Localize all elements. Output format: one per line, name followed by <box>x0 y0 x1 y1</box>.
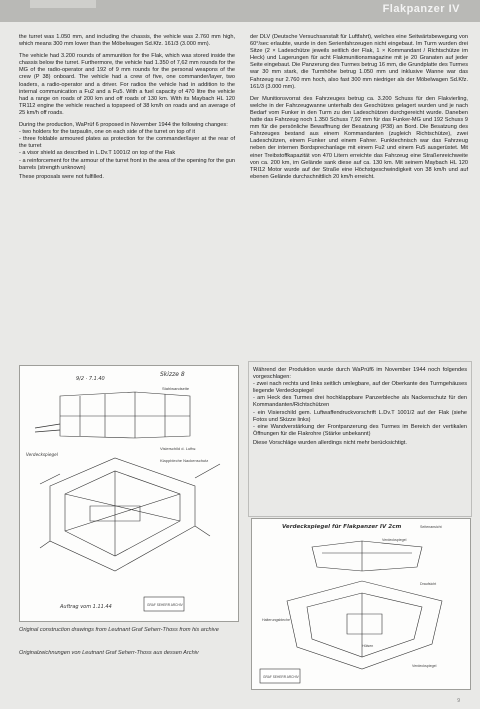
page-header <box>0 0 480 22</box>
turret-top-view <box>40 458 220 571</box>
archive-stamp-right: GRAF SEHERR ARCHIV <box>263 675 299 679</box>
note-shield: Visierschild d. Luftw. <box>160 446 197 451</box>
right-paragraph-1: der DLV (Deutsche Versuchsanstalt für Luftfahrt), welches eine Seitwärtsbewegung von 60°/sec erlaubte, wurde in den Serienfahrzeugen nicht eingebaut. Im Turm wurden drei Sitze (2 × Ladeschütze jeweils seitlich der Flak, 1 × Kommandant / Richtschütze im Heck) und Lagerungen für acht Flakmunitionsmagazine mit je 20 Granaten auf jeder Seite eingebaut. Die Panzerung des Turmes betrug 16 mm, die Grundplatte des Turmes war 30 mm stark, die Turmhöhe betrug 1.050 mm und inklusive Wanne war das Fahrzeug nur 2.760 mm hoch, also fast 300 mm niedriger als der Möbelwagen Sd.Kfz. 161/3 (3.000 mm). <box>250 34 468 90</box>
archive-stamp: GRAF SEHERR ARCHIV <box>147 603 183 607</box>
drawing-ref-label: 9/2 · 7.1.40 <box>76 376 105 382</box>
list-item: - a visor shield as described in L.Dv.T 1001/2 on top of the Flak <box>19 150 176 157</box>
note-bottom: Auftrag vom 1.11.44 <box>60 604 112 610</box>
left-paragraph-1: the turret was 1.050 mm, and including the chassis, the vehicle was 2.760 mm high, which means 300 mm lower than the Möbelwagen Sd.Kfz. 161/3 (3.000 mm). <box>19 34 235 48</box>
note-top-right: Seitenansicht <box>420 525 442 529</box>
list-item: - two holders for the tarpaulin, one on each side of the turret on top of it <box>19 129 195 136</box>
note-mirror: Verdeckspiegel <box>26 452 58 457</box>
note-top: Stahlwandseite <box>162 386 190 391</box>
note-left: Halterungsbleche <box>262 618 290 622</box>
caption-german: Originalzeichnungen von Leutnant Graf Seherr-Thoss aus dessen Archiv <box>19 650 199 656</box>
right-closing-line: Diese Vorschläge wurden allerdings nicht mehr berücksichtigt. <box>253 439 407 446</box>
right-text-column <box>250 34 468 190</box>
list-item: - am Heck des Turmes drei hochklappbare Panzerbleche als Nackenschutz für den Kommandanten/Richtschützen <box>253 395 467 409</box>
list-item: - ein Visierschild gem. Luftwaffendruckvorschrift L.Dv.T 1001/2 auf der Flak (siehe Fotos und Skizze links) <box>253 409 467 423</box>
right-paragraph-2: Der Munitionsvorrat des Fahrzeuges betrug ca. 3.200 Schuss für den Flakvierling, welche in der Fahrzeugwanne unterhalb des Geschützes gelagert wurden und je nach Bedarf vom Funker in den Turm zu den Ladeschützen durchgereicht wurde. Daneben hatte das Fahrzeug noch 1.350 Schuss 7,92 mm für das Funker-MG und 192 Schuss 9 mm für die persönliche Bewaffnung der Besatzung (P38) an Bord. Die Besatzung des Fahrzeuges bestand aus einem Kommandanten (zugleich Richtschütze), zwei Ladeschützen, einem Funker und einem Fahrer. Funktechnisch war das Fahrzeug neben der internen Bordsprechanlage mit einem Fu2 und einem Fu5 ausgerüstet. Mit einer Treibstoffkapazität von 470 Litern erreichte das Fahrzeug eine Straßenreichweite von ca. 200 km, im Gelände sank diese auf ca. 130 km. Mit seinem Maybach HL 120 TRI12 Motor wurde auf der Straße eine Höchstgeschwindigkeit von 38 km/h und auf ebenen Gelände durchschnittlich 20 km/h erreicht. <box>250 95 468 180</box>
list-item: - zwei nach rechts und links seitlich umlegbare, auf der Oberkante des Turmgehäuses liegende Verdeckspiegel <box>253 381 467 395</box>
left-text-column <box>19 34 235 181</box>
turret-side-view <box>35 392 190 438</box>
mirror-drawing-title: Verdeckspiegel für Flakpanzer IV 2cm <box>282 524 402 530</box>
page-number: 9 <box>457 698 460 704</box>
note-profile: Verdeckspiegel <box>382 538 407 542</box>
note-side: Draufsicht <box>420 582 437 586</box>
left-closing-line: These proposals were not fulfilled. <box>19 173 104 180</box>
left-paragraph-3: During the production, WaPrüf 6 proposed in November 1944 the following changes: <box>19 122 228 129</box>
note-center: Hülsen <box>362 644 374 648</box>
right-proposals-text <box>253 367 467 447</box>
mirror-drawing-svg <box>252 519 470 689</box>
note-bottom-right: Verdeckspiegel <box>412 664 437 668</box>
mirror-side-view <box>312 541 422 571</box>
list-item: - a reinforcement for the armour of the turret front in the area of the opening for the gun barrels (strength unknown) <box>19 157 235 171</box>
list-item: - eine Wandverstärkung der Frontpanzerung des Turmes im Bereich der vertikalen Öffnungen für die Flakrohre (Stärke unbekannt) <box>253 423 467 437</box>
sketch-label: Skizze 8 <box>160 371 185 378</box>
caption-english: Original construction drawings from Leutnant Graf Seherr-Thoss from his archive <box>19 627 219 633</box>
construction-drawing-mirror <box>251 518 471 690</box>
left-paragraph-2: The vehicle had 3.200 rounds of ammunition for the Flak, which was stored inside the chassis below the turret. Furthermore, the vehicle had 1.350 of 7,62 mm rounds for the MG of the radio-operator and 192 of 9 mm rounds for the personal weapons of the crew (P 38) onboard. The vehicle had a crew of five, one commander/layer, two loaders, a radio-operator and a driver. For radios the vehicle had in addition to the internal communication a Fu2 and a Fu5. With a fuel capacity of 470 litre the vehicle had a range on roads of 200 km and off roads of 130 km. With its Maybach HL 120 TR112 engine the vehicle reached a topspeed of 38 km/h on roads and an average of 25 km/h off roads. <box>19 53 235 116</box>
list-item: - three foldable armoured plates as protection for the commander/layer at the rear of the turret <box>19 136 235 150</box>
construction-drawing-turret <box>19 365 239 622</box>
mirror-top-view <box>287 581 442 669</box>
turret-drawing-svg <box>20 366 238 621</box>
right-paragraph-3: Während der Produktion wurde durch WaPrüf6 im November 1944 noch folgendes vorgeschlagen: <box>253 367 467 381</box>
note-plates: Klappbleche Nackenschutz <box>160 458 209 463</box>
page-header-title: Flakpanzer IV <box>382 3 460 15</box>
right-proposal-list <box>253 381 467 438</box>
header-tab <box>30 0 96 8</box>
left-proposal-list <box>19 129 235 172</box>
